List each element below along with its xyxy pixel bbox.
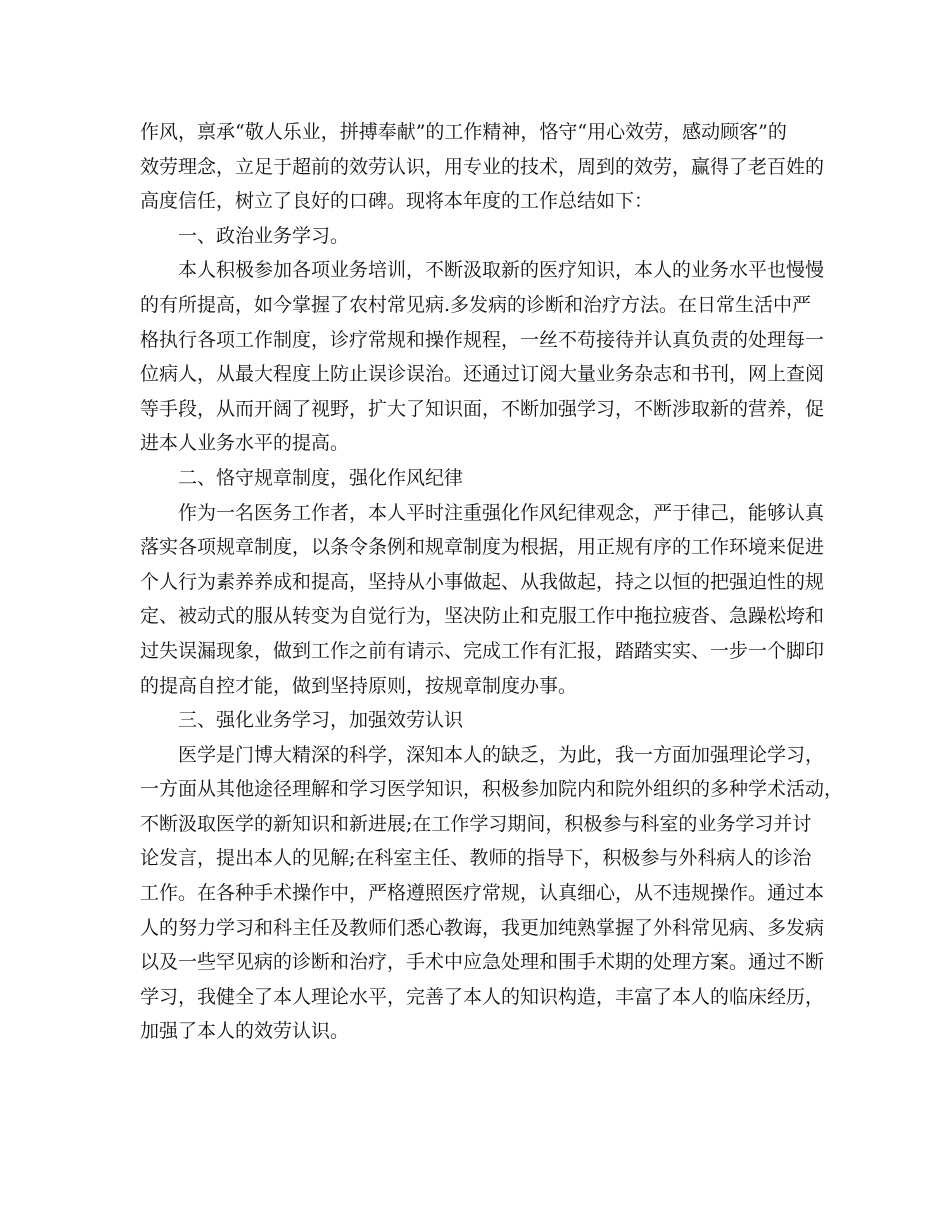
- document-line: 高度信任，树立了良好的口碑。现将本年度的工作总结如下：: [140, 190, 654, 213]
- document-line: 进本人业务水平的提高。: [140, 432, 350, 455]
- document-line: 加强了本人的效劳认识。: [140, 1020, 350, 1043]
- document-line: 医学是门博大精深的科学，深知本人的缺乏，为此，我一方面加强理论学习，: [178, 743, 825, 766]
- document-line: 效劳理念，立足于超前的效劳认识，用专业的技术，周到的效劳，赢得了老百姓的: [140, 155, 825, 178]
- document-line: 学习，我健全了本人理论水平，完善了本人的知识构造，丰富了本人的临床经历，: [140, 985, 825, 1008]
- document-line: 作为一名医务工作者，本人平时注重强化作风纪律观念，严于律己，能够认真: [178, 501, 825, 524]
- document-line: 个人行为素养养成和提高，坚持从小事做起、从我做起，持之以恒的把强迫性的规: [140, 570, 825, 593]
- document-line: 的提高自控才能，做到坚持原则，按规章制度办事。: [140, 674, 578, 697]
- document-line: 本人积极参加各项业务培训，不断汲取新的医疗知识，本人的业务水平也慢慢: [178, 259, 825, 282]
- document-line: 不断汲取医学的新知识和新进展;在工作学习期间，积极参与科室的业务学习并讨: [140, 812, 812, 835]
- document-line: 一、政治业务学习。: [178, 224, 350, 247]
- document-line: 作风，禀承“敬人乐业，拼搏奉献”的工作精神，恪守“用心效劳，感动顾客”的: [140, 121, 787, 143]
- document-line: 过失误漏现象，做到工作之前有请示、完成工作有汇报，踏踏实实、一步一个脚印: [140, 639, 825, 662]
- document-line: 等手段，从而开阔了视野，扩大了知识面，不断加强学习，不断涉取新的营养，促: [140, 397, 825, 420]
- document-line: 定、被动式的服从转变为自觉行为，坚决防止和克服工作中拖拉疲沓、急躁松垮和: [140, 605, 825, 628]
- document-line: 工作。在各种手术操作中，严格遵照医疗常规，认真细心，从不违规操作。通过本: [140, 882, 825, 905]
- document-line: 位病人，从最大程度上防止误诊误治。还通过订阅大量业务杂志和书刊，网上查阅: [140, 363, 825, 386]
- document-body: [140, 115, 844, 1049]
- document-line: 人的努力学习和科主任及教师们悉心教诲，我更加纯熟掌握了外科常见病、多发病: [140, 916, 825, 939]
- document-line: 论发言，提出本人的见解;在科室主任、教师的指导下，积极参与外科病人的诊治: [140, 847, 812, 870]
- document-line: 格执行各项工作制度，诊疗常规和操作规程，一丝不苟接待并认真负责的处理每一: [140, 328, 825, 351]
- document-line: 三、强化业务学习，加强效劳认识: [178, 709, 464, 732]
- document-line: 以及一些罕见病的诊断和治疗，手术中应急处理和围手术期的处理方案。通过不断: [140, 951, 825, 974]
- document-line: 的有所提高，如今掌握了农村常见病.多发病的诊断和治疗方法。在日常生活中严: [140, 293, 812, 316]
- document-line: 一方面从其他途径理解和学习医学知识，积极参加院内和院外组织的多种学术活动，: [140, 778, 844, 801]
- document-line: 落实各项规章制度，以条令条例和规章制度为根据，用正规有序的工作环境来促进: [140, 536, 825, 559]
- document-line: 二、恪守规章制度，强化作风纪律: [178, 466, 464, 489]
